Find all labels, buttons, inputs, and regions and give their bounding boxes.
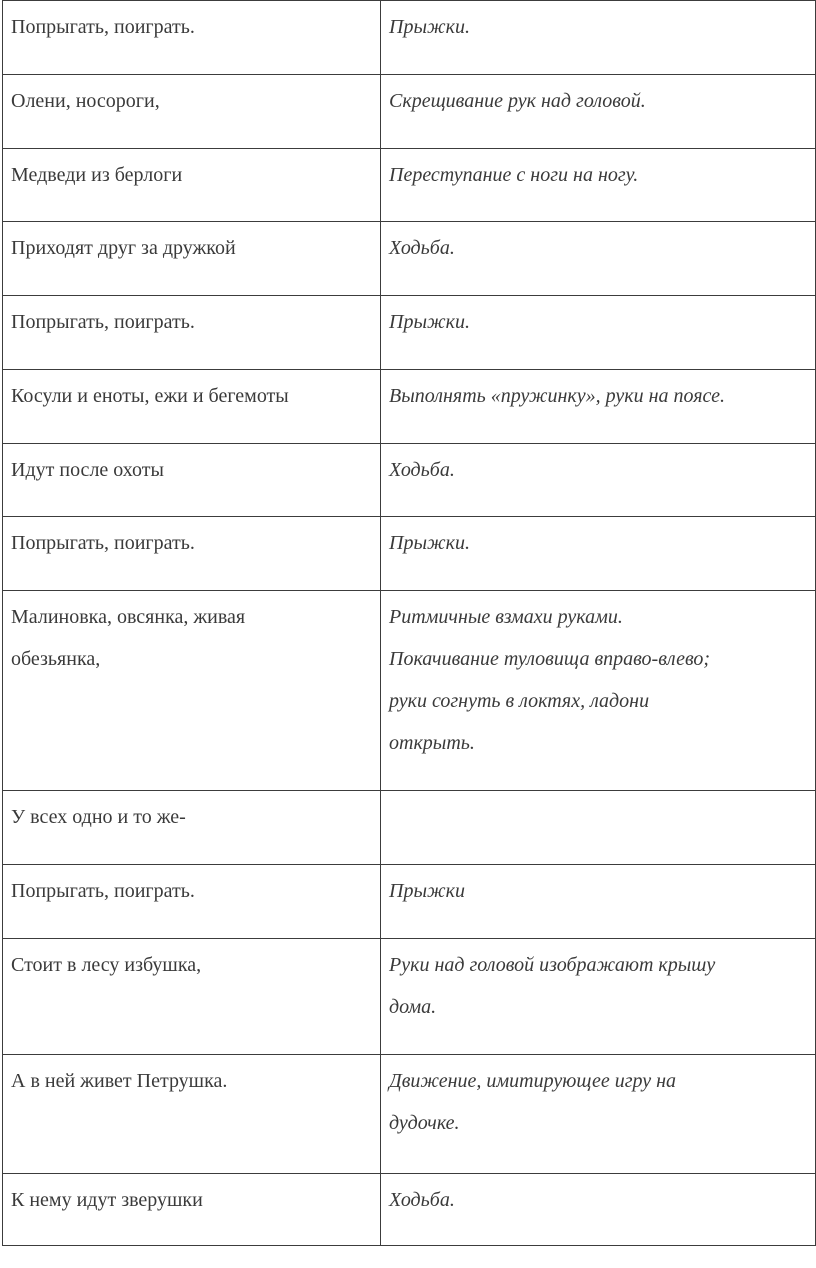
movement-line: Прыжки	[389, 880, 465, 902]
movement-line: дудочке.	[389, 1112, 460, 1134]
poem-line: обезьянка,	[11, 648, 101, 670]
movement-cell	[381, 939, 816, 1055]
movement-line: руки согнуть в локтях, ладони	[389, 690, 650, 712]
poem-line: Попрыгать, поиграть.	[11, 311, 195, 333]
table-row	[3, 517, 816, 591]
movement-line: Ходьба.	[389, 459, 455, 481]
table-row	[3, 444, 816, 517]
poem-line-cell	[3, 370, 381, 444]
poem-line: Попрыгать, поиграть.	[11, 532, 195, 554]
table-row	[3, 1174, 816, 1246]
table-row	[3, 939, 816, 1055]
movement-line: Движение, имитирующее игру на	[389, 1070, 677, 1092]
movement-cell	[381, 370, 816, 444]
poem-line: Идут после охоты	[11, 459, 164, 481]
movement-line: Покачивание туловища вправо-влево;	[389, 648, 711, 670]
movement-cell	[381, 517, 816, 591]
poem-line-cell	[3, 149, 381, 222]
table-row	[3, 149, 816, 222]
movement-line: Руки над головой изображают крышу	[389, 954, 716, 976]
movement-cell	[381, 444, 816, 517]
movement-cell	[381, 865, 816, 939]
movement-cell	[381, 149, 816, 222]
poem-line: Приходят друг за дружкой	[11, 237, 236, 259]
poem-line-cell	[3, 444, 381, 517]
movement-cell	[381, 222, 816, 296]
poem-line: Медведи из берлоги	[11, 164, 183, 186]
poem-line-cell	[3, 296, 381, 370]
table-row	[3, 296, 816, 370]
movement-line: открыть.	[389, 732, 475, 754]
table-row	[3, 370, 816, 444]
poem-line: Попрыгать, поиграть.	[11, 16, 195, 38]
poem-line-cell	[3, 517, 381, 591]
table-row	[3, 591, 816, 791]
poem-line-cell	[3, 1, 381, 75]
poem-line-cell	[3, 591, 381, 791]
movement-cell	[381, 1055, 816, 1174]
movement-cell	[381, 75, 816, 149]
movement-line: Прыжки.	[389, 532, 470, 554]
movement-line: Прыжки.	[389, 311, 470, 333]
movement-cell	[381, 1, 816, 75]
poem-line-cell	[3, 865, 381, 939]
movement-cell	[381, 296, 816, 370]
table-row	[3, 222, 816, 296]
poem-line: Малиновка, овсянка, живая	[11, 606, 246, 628]
poem-line-cell	[3, 1174, 381, 1246]
table-row	[3, 1055, 816, 1174]
movement-cell	[381, 791, 816, 865]
movement-line: Выполнять «пружинку», руки на поясе.	[389, 385, 726, 407]
poem-line: Попрыгать, поиграть.	[11, 880, 195, 902]
poem-line: Косули и еноты, ежи и бегемоты	[11, 385, 289, 407]
table-row	[3, 865, 816, 939]
movement-line: Ходьба.	[389, 1189, 455, 1211]
poem-line-cell	[3, 791, 381, 865]
movement-line: Ритмичные взмахи руками.	[389, 606, 623, 628]
movement-line: Скрещивание рук над головой.	[389, 90, 646, 112]
movement-line: дома.	[389, 996, 437, 1018]
movement-cell	[381, 1174, 816, 1246]
poem-line-cell	[3, 75, 381, 149]
poem-line: Стоит в лесу избушка,	[11, 954, 202, 976]
poem-line: У всех одно и то же-	[11, 806, 186, 828]
poem-line: А в ней живет Петрушка.	[11, 1070, 228, 1092]
movement-line: Переступание с ноги на ногу.	[389, 164, 639, 186]
poem-line: К нему идут зверушки	[11, 1189, 203, 1211]
movement-line: Прыжки.	[389, 16, 470, 38]
movement-cell	[381, 591, 816, 791]
poem-line-cell	[3, 1055, 381, 1174]
exercise-poem-table	[2, 0, 816, 1246]
movement-line: Ходьба.	[389, 237, 455, 259]
table-row	[3, 791, 816, 865]
poem-line: Олени, носороги,	[11, 90, 160, 112]
poem-line-cell	[3, 939, 381, 1055]
table-row	[3, 1, 816, 75]
poem-line-cell	[3, 222, 381, 296]
table-row	[3, 75, 816, 149]
